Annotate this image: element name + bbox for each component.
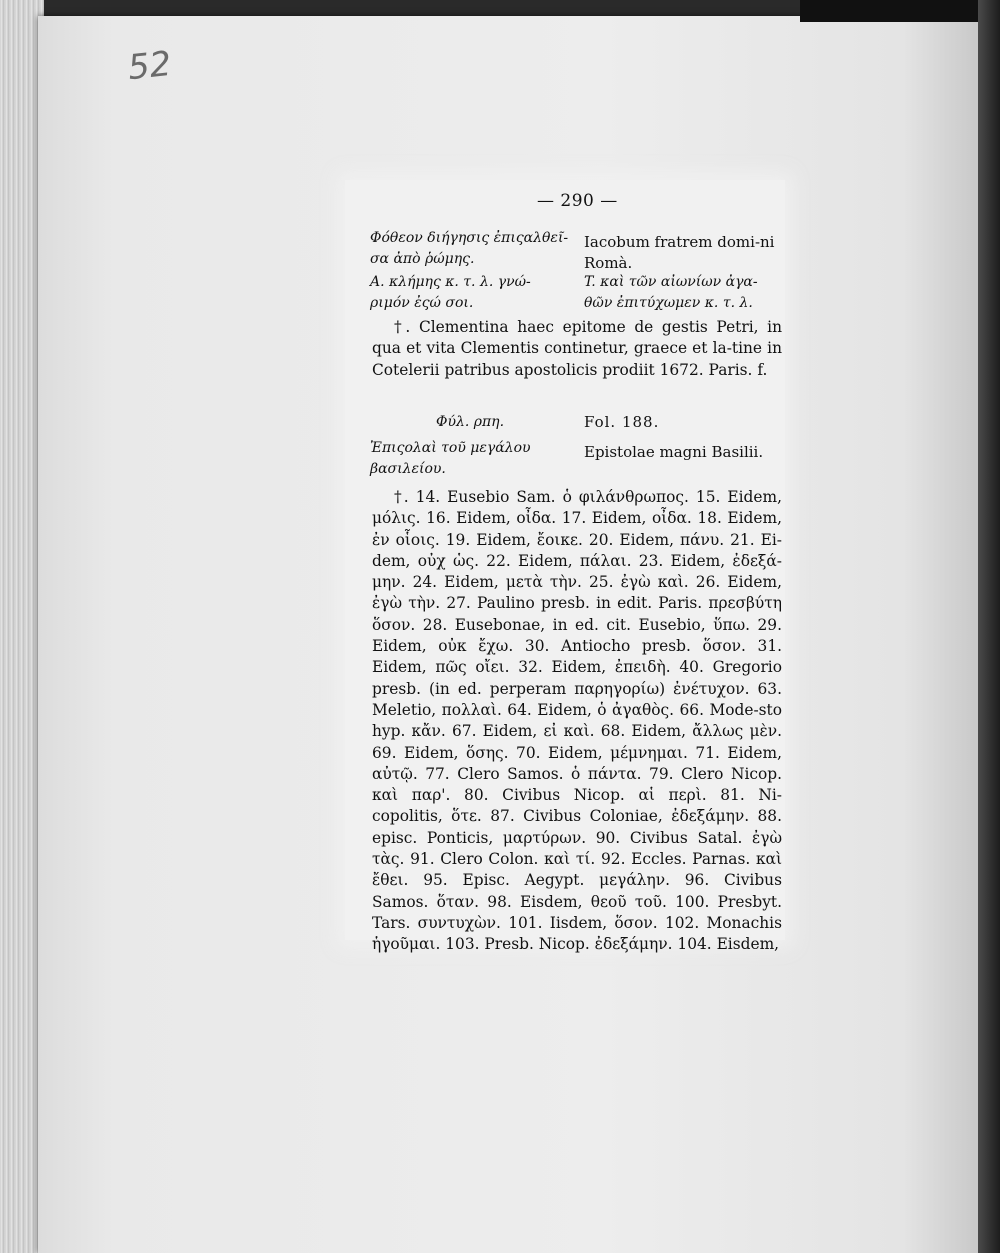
title-greek: Ἐπιςολαὶ τοῦ μεγάλου βασιλείου. [370, 440, 531, 477]
folio-latin: Fol. 188. [584, 413, 660, 431]
clementina-note: †. Clementina haec epitome de gestis Petri, in qua et vita Clementis continetur, graece et la-tine in Cotelerii patribus apostolicis prodiit 1672. Paris. f. [372, 318, 782, 379]
page-header: — 290 — [537, 191, 618, 211]
right-latin-line-1: Iacobum fratrem domi-ni Romà. [584, 233, 775, 272]
scan-corner-shadow [800, 0, 980, 22]
scan-right-shadow [978, 0, 1000, 1253]
right-greek-line-2: T. καὶ τῶν αἰωνίων ἀγα-θῶν ἐπιτύχωμεν κ. τ. λ. [584, 274, 758, 311]
title-latin: Epistolae magni Basilii. [584, 443, 764, 461]
epistles-list: †. 14. Eusebio Sam. ὁ φιλάνθρωπος. 15. Eidem, μόλις. 16. Eidem, οἶδα. 17. Eidem, οἶδα. 18. Eidem, ἐν οἷοις. 19. Eidem, ἔοικε. 20. Eidem, πάνυ. 21. Ei-dem, οὐχ ὡς. 22. Eidem, πάλαι. 23. Eidem, ἐδεξά-μην. 24. Eidem, μετὰ τὴν. 25. ἐγὼ καὶ. 26. Eidem, ἐγὼ τὴν. 27. Paulino presb. in edit. Paris. πρεσβύτη ὅσον. 28. Eusebonae, in ed. cit. Eusebio, ὕπω. 29. Eidem, οὐκ ἔχω. 30. Antiocho presb. ὅσον. 31. Eidem, πῶς οἴει. 32. Eidem, ἐπειδὴ. 40. Gregorio presb. (in ed. perperam παρηγορίω) ἐνέτυχον. 63. Meletio, πολλαὶ. 64. Eidem, ὁ ἀγαθὸς. 66. Mode-sto hyp. κἄν. 67. Eidem, εἰ καὶ. 68. Eidem, ἄλλως μὲν. 69. Eidem, ὅσης. 70. Eidem, μέμνημαι. 71. Eidem, αὐτῷ. 77. Clero Samos. ὁ πάντα. 79. Clero Nicop. καὶ παρ'. 80. Civibus Nicop. αἱ περὶ. 81. Ni-copolitis, ὅτε. 87. Civibus Coloniae, ἐδεξάμην. 88. episc. Ponticis, μαρτύρων. 90. Civibus Satal. ἐγὼ τὰς. 91. Clero Colon. καὶ τί. 92. Eccles. Parnas. καὶ ἔθει. 95. Episc. Aegypt. μεγάλην. 96. Civibus Samos. ὅταν. 98. Eisdem, θεοῦ τοῦ. 100. Presbyt. Tars. συντυχὼν. 101. Iisdem, ὅσον. 102. Monachis ἡγοῦμαι. 103. Presb. Nicop. ἐδεξάμην. 104. Eisdem, [372, 488, 782, 954]
handwritten-page-number: 52 [126, 43, 174, 89]
left-greek-line-2: A. κλήμης κ. τ. λ. γνώ-ριμόν ἐςώ σοι. [370, 274, 531, 311]
left-greek-line-1: Φόθεον διήγησις ἐπιςαλθεῖ-σα ἀπὸ ῥώμης. [370, 230, 569, 267]
folio-greek: Φύλ. ρπη. [435, 414, 505, 430]
